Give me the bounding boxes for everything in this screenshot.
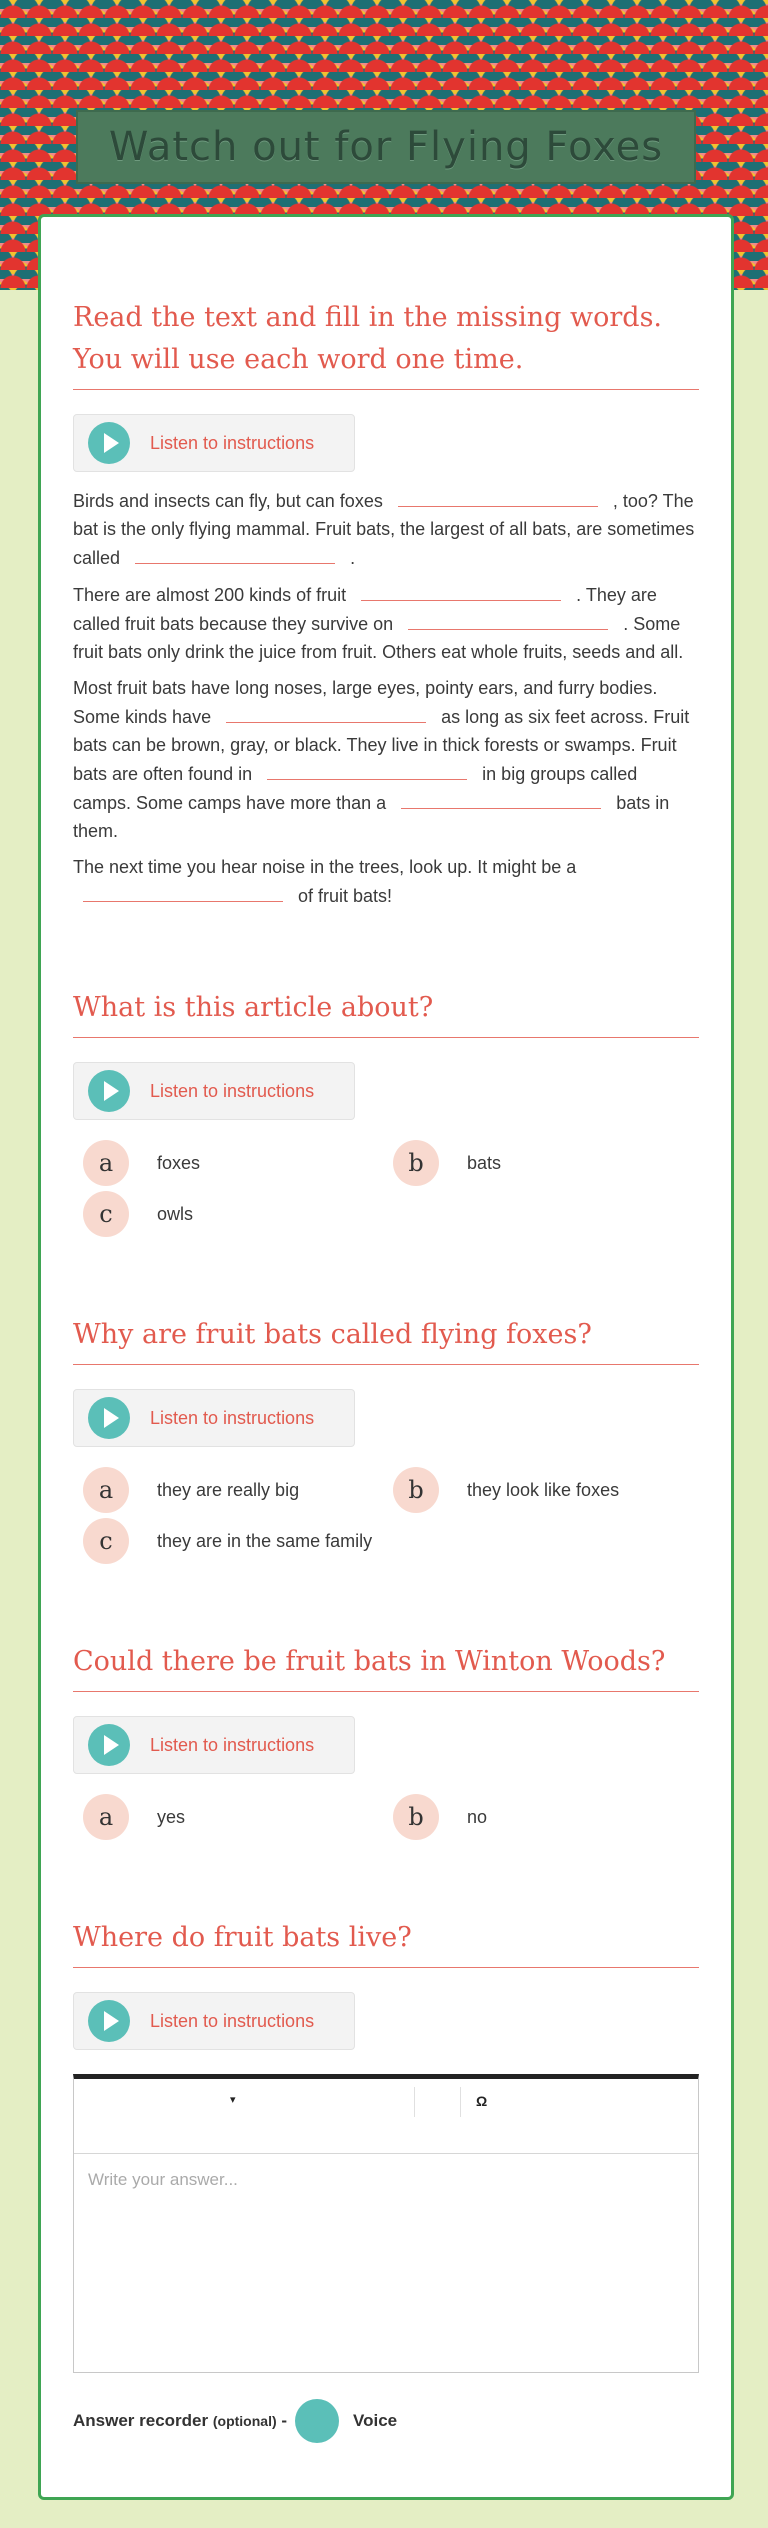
option-a[interactable] — [73, 1792, 185, 1842]
text-span: bats in them. — [73, 793, 670, 841]
listen-button[interactable] — [73, 1062, 355, 1120]
toolbar-divider — [414, 2087, 415, 2117]
listen-button[interactable] — [73, 414, 355, 472]
option-letter: a — [83, 1467, 129, 1513]
option-c[interactable] — [73, 1189, 193, 1239]
text-span: of fruit bats! — [298, 886, 393, 906]
paragraph-1 — [73, 486, 699, 572]
listen-button[interactable] — [73, 1992, 355, 2050]
listen-label: Listen to instructions — [150, 1734, 315, 1755]
option-a[interactable] — [73, 1138, 200, 1188]
blank-7[interactable] — [401, 788, 601, 809]
text-span: The next time you hear noise in the trees, look up. It might be a — [73, 857, 577, 877]
play-icon — [88, 2000, 130, 2042]
option-letter: a — [83, 1140, 129, 1186]
option-letter: c — [83, 1191, 129, 1237]
answer-placeholder: Write your answer... — [88, 2170, 238, 2189]
option-text: owls — [157, 1203, 194, 1224]
blank-4[interactable] — [408, 609, 608, 630]
option-letter: b — [393, 1140, 439, 1186]
recorder-label: Answer recorder — [73, 2411, 209, 2430]
text-span: in big groups called camps. Some camps have more than a — [73, 764, 638, 813]
recorder-optional: (optional) — [212, 2413, 277, 2429]
question-2 — [73, 987, 699, 1258]
page-title-box — [76, 110, 696, 184]
listen-label: Listen to instructions — [150, 432, 315, 453]
option-text: yes — [157, 1806, 186, 1827]
listen-label: Listen to instructions — [150, 1407, 315, 1428]
option-text: they are really big — [157, 1479, 300, 1500]
option-b[interactable] — [383, 1138, 501, 1188]
text-span: There are almost 200 kinds of fruit — [73, 585, 347, 605]
option-text: they are in the same family — [157, 1530, 373, 1551]
option-letter: b — [393, 1467, 439, 1513]
blank-8[interactable] — [83, 881, 283, 902]
record-button[interactable] — [295, 2399, 339, 2443]
option-text: foxes — [157, 1152, 201, 1173]
blank-3[interactable] — [361, 580, 561, 601]
paragraph-4 — [73, 853, 699, 910]
text-span: Birds and insects can fly, but can foxes — [73, 491, 383, 511]
option-letter: b — [393, 1794, 439, 1840]
listen-button[interactable] — [73, 1389, 355, 1447]
blank-5[interactable] — [226, 702, 426, 723]
option-text: no — [467, 1806, 488, 1827]
play-icon — [88, 1070, 130, 1112]
text-span: , too? The bat is the only flying mammal. Fruit bats, the largest of all bats, are sometimes called — [73, 491, 695, 568]
options — [73, 1138, 699, 1258]
paragraph-2 — [73, 580, 699, 666]
recorder-dash: - — [281, 2411, 288, 2430]
play-icon — [88, 1397, 130, 1439]
paragraph-3 — [73, 674, 699, 845]
question-1-title: Read the text and fill in the missing words. You will use each word one time. — [73, 297, 699, 390]
blank-6[interactable] — [267, 759, 467, 780]
editor-toolbar — [74, 2079, 698, 2154]
blank-1[interactable] — [398, 486, 598, 507]
play-icon — [88, 1724, 130, 1766]
option-text: they look like foxes — [467, 1479, 620, 1500]
question-5-title: Where do fruit bats live? — [73, 1917, 699, 1968]
toolbar-divider — [460, 2087, 461, 2117]
text-span: . Some fruit bats only drink the juice from fruit. Others eat whole fruits, seeds and all. — [73, 614, 684, 662]
rich-text-editor — [73, 2074, 699, 2373]
worksheet-card — [38, 214, 734, 2500]
options — [73, 1465, 699, 1585]
question-4 — [73, 1641, 699, 1852]
option-letter: a — [83, 1794, 129, 1840]
text-span: . — [350, 548, 356, 568]
question-4-title: Could there be fruit bats in Winton Woods? — [73, 1641, 699, 1692]
format-dropdown-icon[interactable]: ▾ — [230, 2094, 236, 2106]
option-letter: c — [83, 1518, 129, 1564]
option-b[interactable] — [383, 1792, 487, 1842]
blank-2[interactable] — [135, 543, 335, 564]
text-span: . They are called fruit bats because they survive on — [73, 585, 657, 634]
question-3-title: Why are fruit bats called flying foxes? — [73, 1314, 699, 1365]
special-characters-icon[interactable]: Ω — [476, 2093, 488, 2109]
option-c[interactable] — [73, 1516, 372, 1566]
listen-label: Listen to instructions — [150, 2010, 315, 2031]
question-5 — [73, 1917, 699, 2443]
options — [73, 1792, 699, 1852]
answer-textarea[interactable] — [74, 2154, 698, 2372]
text-span: as long as six feet across. Fruit bats can be brown, gray, or black. They live in thick forests or swamps. Fruit bats are often found in — [73, 707, 690, 784]
option-b[interactable] — [383, 1465, 619, 1515]
listen-button[interactable] — [73, 1716, 355, 1774]
play-icon — [88, 422, 130, 464]
page-title: Watch out for Flying Foxes — [108, 124, 664, 170]
text-span: Most fruit bats have long noses, large eyes, pointy ears, and furry bodies. Some kinds have — [73, 678, 658, 727]
question-3 — [73, 1314, 699, 1585]
answer-recorder — [73, 2399, 699, 2443]
voice-label: Voice — [353, 2411, 398, 2430]
question-1 — [73, 297, 699, 910]
option-a[interactable] — [73, 1465, 299, 1515]
listen-label: Listen to instructions — [150, 1080, 315, 1101]
option-text: bats — [467, 1152, 502, 1173]
question-2-title: What is this article about? — [73, 987, 699, 1038]
